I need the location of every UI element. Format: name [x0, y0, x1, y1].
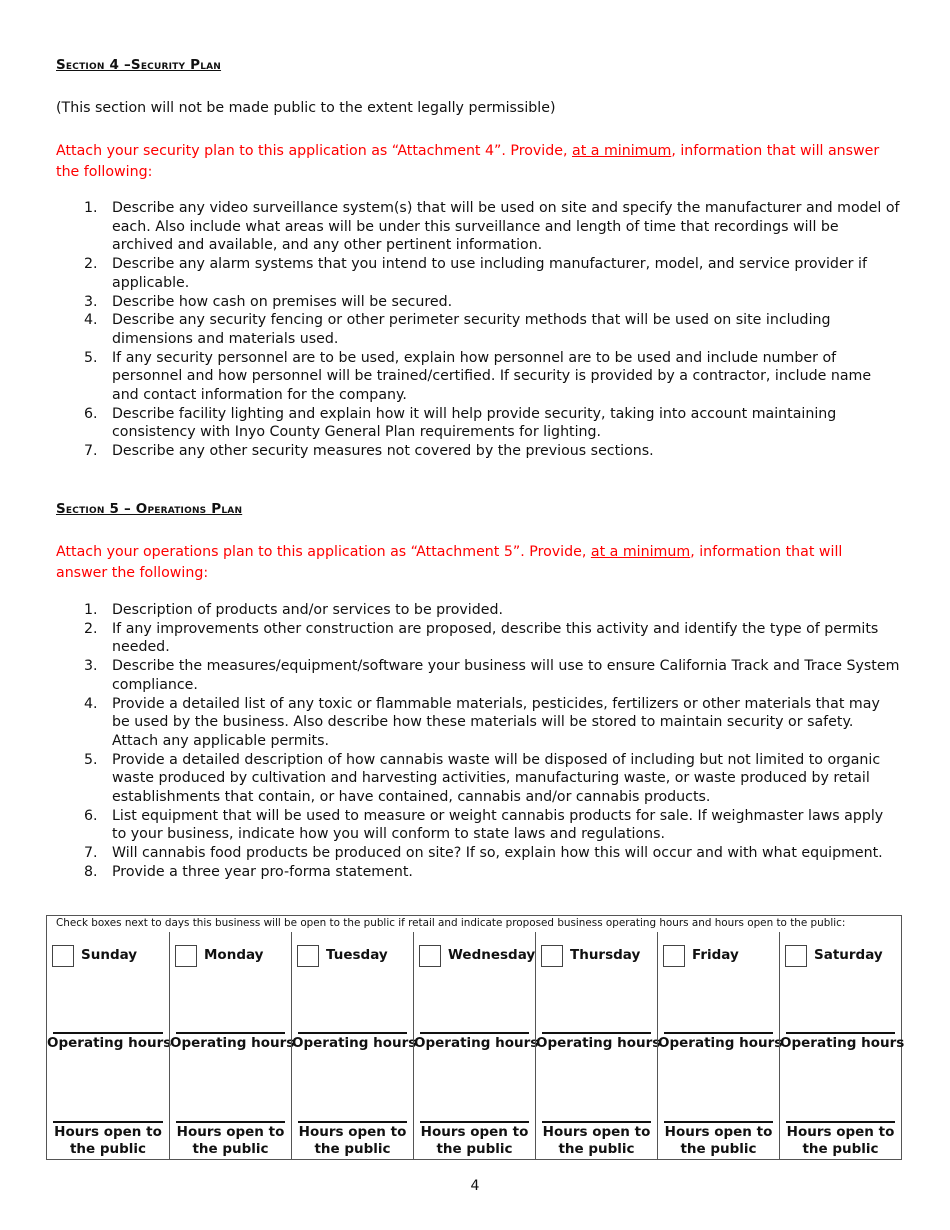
list-item: [56, 293, 901, 312]
signature-line: [420, 1121, 529, 1123]
item-text: Will cannabis food products be produced on site? If so, explain how this will occur and with what equipment.: [112, 845, 883, 862]
item-text: Description of products and/or services to be provided.: [112, 602, 503, 618]
wednesday-public-hours-field[interactable]: [420, 1058, 529, 1122]
list-item: [56, 863, 901, 882]
list-item: [56, 405, 901, 442]
item-text: List equipment that will be used to measure or weight cannabis products for sale. If weighmaster laws apply to your business, indicate how you will conform to state laws and regulations.: [112, 807, 884, 843]
item-number: 2.: [84, 620, 98, 637]
operating-hours-label: Operating hours: [414, 1035, 539, 1051]
item-number: 3.: [84, 658, 98, 675]
list-item: [56, 657, 901, 694]
day-label: Saturday: [814, 947, 883, 963]
saturday-operating-hours-field[interactable]: [786, 968, 895, 1032]
item-number: 1.: [84, 602, 98, 618]
item-text: Provide a detailed description of how cannabis waste will be disposed of including but not limited to organic waste produced by cultivation and harvesting activities, manufacturing waste, or waste produced by retail establishments that contain, or have contained, cannabis and/or cannabis products.: [112, 751, 881, 806]
operating-hours-label: Operating hours: [536, 1035, 661, 1051]
instruction-text: , information that will answer the following:: [56, 544, 843, 581]
instruction-text: , information that will answer the following:: [56, 143, 880, 180]
saturday-public-hours-field[interactable]: [786, 1058, 895, 1122]
sunday-checkbox[interactable]: [52, 945, 74, 967]
public-hours-label: Hours open to the public: [664, 1124, 773, 1157]
tuesday-public-hours-field[interactable]: [298, 1058, 407, 1122]
instruction-text: Attach your security plan to this application as “Attachment 4”. Provide,: [56, 143, 572, 159]
item-number: 4.: [84, 312, 98, 329]
item-text: Provide a detailed list of any toxic or flammable materials, pesticides, fertilizers or other materials that may be used by the business. Also describe how these materials will be stored to maintain security or safety. Attach any applicable permits.: [112, 695, 880, 749]
wednesday-operating-hours-field[interactable]: [420, 968, 529, 1032]
item-number: 1.: [84, 200, 98, 216]
item-number: 7.: [84, 443, 98, 460]
operating-hours-table: [46, 915, 905, 1160]
item-text: Describe any other security measures not covered by the previous sections.: [112, 443, 654, 460]
friday-public-hours-field[interactable]: [664, 1058, 773, 1122]
day-column-sunday: [47, 932, 172, 1159]
list-item: [56, 844, 901, 863]
operating-hours-label: Operating hours: [658, 1035, 783, 1051]
day-label: Sunday: [81, 947, 138, 963]
signature-line: [176, 1121, 285, 1123]
operating-hours-label: Operating hours: [292, 1035, 417, 1051]
day-label: Tuesday: [326, 947, 388, 963]
signature-line: [542, 1032, 651, 1034]
public-hours-label: Hours open to the public: [298, 1124, 407, 1157]
signature-line: [542, 1121, 651, 1123]
signature-line: [176, 1032, 285, 1034]
item-text: Describe facility lighting and explain how it will help provide security, taking into account maintaining consistency with Inyo County General Plan requirements for lighting.: [112, 405, 837, 441]
wednesday-checkbox[interactable]: [419, 945, 441, 967]
item-number: 6.: [84, 405, 98, 422]
public-hours-label: Hours open to the public: [420, 1124, 529, 1157]
day-column-monday: [169, 932, 295, 1159]
item-text: Describe the measures/equipment/software your business will use to ensure California Track and Trace System compliance.: [112, 658, 900, 693]
section-5-heading: Section 5 – Operations Plan: [56, 501, 243, 517]
list-item: [56, 695, 901, 751]
day-column-wednesday: [413, 932, 539, 1159]
thursday-operating-hours-field[interactable]: [542, 968, 651, 1032]
item-number: 4.: [84, 695, 98, 712]
friday-operating-hours-field[interactable]: [664, 968, 773, 1032]
day-column-tuesday: [291, 932, 417, 1159]
public-hours-label: Hours open to the public: [786, 1124, 895, 1157]
item-text: If any security personnel are to be used, explain how personnel are to be used and include number of personnel and how personnel will be trained/certified. If security is provided by a contractor, include name and contact information for the company.: [112, 349, 872, 404]
day-column-thursday: [535, 932, 661, 1159]
instruction-text: Attach your operations plan to this application as “Attachment 5”. Provide,: [56, 544, 591, 560]
list-item: [56, 442, 901, 461]
signature-line: [298, 1032, 407, 1034]
item-number: 2.: [84, 256, 98, 273]
operating-hours-label: Operating hours: [170, 1035, 295, 1051]
item-number: 3.: [84, 293, 98, 310]
signature-line: [298, 1121, 407, 1123]
list-item: [56, 199, 901, 255]
list-item: [56, 311, 901, 348]
item-text: If any improvements other construction are proposed, describe this activity and identify the type of permits needed.: [112, 620, 879, 656]
monday-checkbox[interactable]: [175, 945, 197, 967]
tuesday-checkbox[interactable]: [297, 945, 319, 967]
section-4-heading: Section 4 –Security Plan: [56, 57, 222, 73]
day-label: Thursday: [570, 947, 641, 963]
public-hours-label: Hours open to the public: [176, 1124, 285, 1157]
friday-checkbox[interactable]: [663, 945, 685, 967]
section-4-list: [56, 199, 901, 461]
public-hours-label: Hours open to the public: [542, 1124, 651, 1157]
list-item: [56, 255, 901, 292]
operating-hours-label: Operating hours: [780, 1035, 905, 1051]
day-label: Wednesday: [448, 947, 536, 963]
thursday-checkbox[interactable]: [541, 945, 563, 967]
day-label: Friday: [692, 947, 739, 963]
sunday-public-hours-field[interactable]: [53, 1058, 163, 1122]
sunday-operating-hours-field[interactable]: [53, 968, 163, 1032]
list-item: [56, 349, 901, 405]
signature-line: [420, 1032, 529, 1034]
item-text: Describe any security fencing or other perimeter security methods that will be used on site including dimensions and materials used.: [112, 312, 831, 347]
section-5-instruction: [56, 542, 896, 584]
thursday-public-hours-field[interactable]: [542, 1058, 651, 1122]
day-label: Monday: [204, 947, 264, 963]
item-text: Provide a three year pro-forma statement.: [112, 863, 413, 880]
item-number: 6.: [84, 807, 98, 824]
page-number: 4: [470, 1178, 480, 1194]
list-item: [56, 807, 901, 844]
item-text: Describe any video surveillance system(s) that will be used on site and specify the manufacturer and model of each. Also include what areas will be under this surveillance and length of time that recordings will be archived and available, and any other pertinent information.: [112, 200, 900, 254]
section-4-confidentiality-note: (This section will not be made public to the extent legally permissible): [56, 100, 556, 116]
item-text: Describe how cash on premises will be secured.: [112, 293, 453, 310]
tuesday-operating-hours-field[interactable]: [298, 968, 407, 1032]
hours-table-instruction: Check boxes next to days this business will be open to the public if retail and indicate proposed business operating hours and hours open to the public:: [56, 917, 846, 929]
monday-operating-hours-field[interactable]: [176, 968, 285, 1032]
instruction-emphasis: at a minimum: [572, 143, 672, 159]
monday-public-hours-field[interactable]: [176, 1058, 285, 1122]
signature-line: [53, 1121, 163, 1123]
operating-hours-label: Operating hours: [47, 1035, 172, 1051]
signature-line: [664, 1032, 773, 1034]
list-item: [56, 751, 901, 807]
item-number: 5.: [84, 751, 98, 768]
item-number: 7.: [84, 845, 98, 862]
signature-line: [53, 1032, 163, 1034]
public-hours-label: Hours open to the public: [54, 1124, 162, 1157]
signature-line: [786, 1032, 895, 1034]
signature-line: [664, 1121, 773, 1123]
instruction-emphasis: at a minimum: [590, 544, 691, 560]
day-column-friday: [657, 932, 783, 1159]
item-number: 8.: [84, 863, 98, 880]
list-item: [56, 620, 901, 657]
section-4-instruction: [56, 141, 896, 183]
day-column-saturday: [779, 932, 905, 1159]
saturday-checkbox[interactable]: [785, 945, 807, 967]
list-item: [56, 601, 901, 620]
item-text: Describe any alarm systems that you intend to use including manufacturer, model, and service provider if applicable.: [112, 256, 867, 291]
item-number: 5.: [84, 349, 98, 366]
section-5-list: [56, 601, 901, 882]
signature-line: [786, 1121, 895, 1123]
